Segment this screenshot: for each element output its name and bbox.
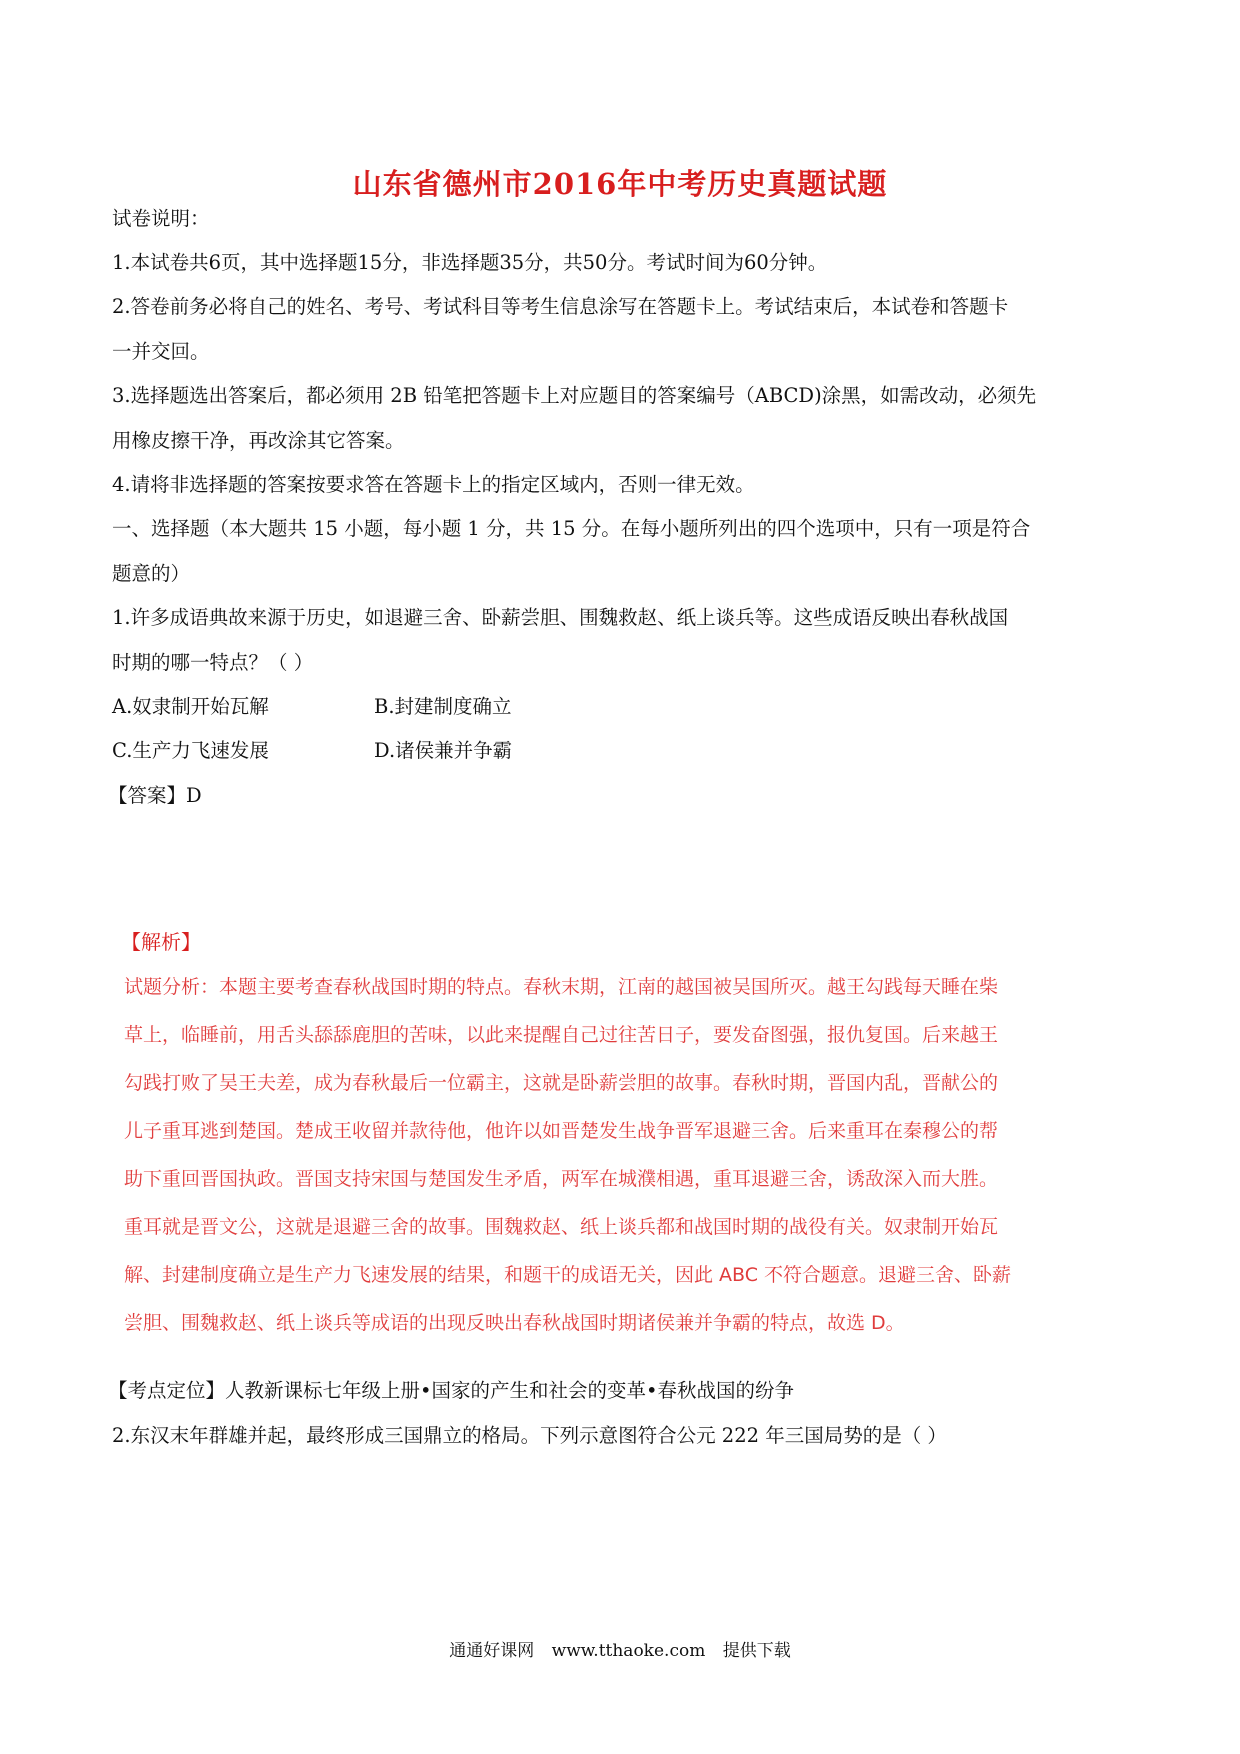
option-c: C.生产力飞速发展: [112, 739, 269, 762]
instruction-line: 用橡皮擦干净，再改涂其它答案。: [112, 429, 405, 452]
option-a: A.奴隶制开始瓦解: [112, 695, 269, 718]
option-b: B.封建制度确立: [374, 695, 512, 718]
question-2-stem: 2.东汉末年群雄并起，最终形成三国鼎立的格局。下列示意图符合公元 222 年三国局势的是（ ）: [112, 1424, 947, 1447]
analysis-line: 儿子重耳逃到楚国。楚成王收留并款待他，他许以如晋楚发生战争晋军退避三舍。后来重耳在秦穆公的帮: [124, 1120, 999, 1142]
kaodian-line: 【考点定位】人教新课标七年级上册•国家的产生和社会的变革•春秋战国的纷争: [108, 1379, 795, 1402]
section-heading: 一、选择题（本大题共 15 小题，每小题 1 分，共 15 分。在每小题所列出的四个选项中，只有一项是符合: [112, 517, 1031, 540]
option-d: D.诸侯兼并争霸: [374, 739, 513, 762]
analysis-line: 助下重回晋国执政。晋国支持宋国与楚国发生矛盾，两军在城濮相遇，重耳退避三舍，诱敌深入而大胜。: [124, 1168, 999, 1190]
page-title: 山东省德州市2016年中考历史真题试题: [352, 167, 888, 201]
footer-note: 提供下载: [722, 1641, 791, 1661]
analysis-line: 勾践打败了吴王夫差，成为春秋最后一位霸主，这就是卧薪尝胆的故事。春秋时期，晋国内乱，晋献公的: [124, 1072, 999, 1094]
analysis-line: 重耳就是晋文公，这就是退避三舍的故事。围魏救赵、纸上谈兵都和战国时期的战役有关。奴隶制开始瓦: [124, 1216, 999, 1238]
footer-url: www.tthaoke.com: [551, 1641, 706, 1661]
analysis-heading: 【解析】: [121, 930, 201, 954]
answer-line: 【答案】D: [108, 784, 202, 807]
instruction-line: 一并交回。: [112, 340, 210, 363]
question-1-stem: 时期的哪一特点？（ ）: [112, 651, 314, 674]
analysis-line: 试题分析：本题主要考查春秋战国时期的特点。春秋末期，江南的越国被吴国所灭。越王勾践每天睡在柴: [124, 976, 999, 998]
instructions-heading: 试卷说明：: [112, 207, 210, 230]
page-footer: [0, 1636, 1240, 1661]
section-heading: 题意的）: [112, 562, 191, 585]
instruction-line: 1.本试卷共6页，其中选择题15分，非选择题35分，共50分。考试时间为60分钟。: [112, 251, 828, 274]
analysis-line: 草上，临睡前，用舌头舔舔鹿胆的苦味，以此来提醒自己过往苦日子，要发奋图强，报仇复国。后来越王: [124, 1024, 999, 1046]
footer-site-name: 通通好课网: [449, 1641, 535, 1661]
instruction-line: 4.请将非选择题的答案按要求答在答题卡上的指定区域内，否则一律无效。: [112, 473, 755, 496]
question-1-stem: 1.许多成语典故来源于历史，如退避三舍、卧薪尝胆、围魏救赵、纸上谈兵等。这些成语反映出春秋战国: [112, 606, 1009, 629]
instruction-line: 3.选择题选出答案后，都必须用 2B 铅笔把答题卡上对应题目的答案编号（ABCD)涂黑，如需改动，必须先: [112, 384, 1037, 407]
analysis-line: 尝胆、围魏救赵、纸上谈兵等成语的出现反映出春秋战国时期诸侯兼并争霸的特点，故选 D。: [124, 1312, 905, 1334]
instruction-line: 2.答卷前务必将自己的姓名、考号、考试科目等考生信息涂写在答题卡上。考试结束后，本试卷和答题卡: [112, 295, 1009, 318]
analysis-line: 解、封建制度确立是生产力飞速发展的结果，和题干的成语无关，因此 ABC 不符合题意。退避三舍、卧薪: [124, 1264, 1012, 1286]
